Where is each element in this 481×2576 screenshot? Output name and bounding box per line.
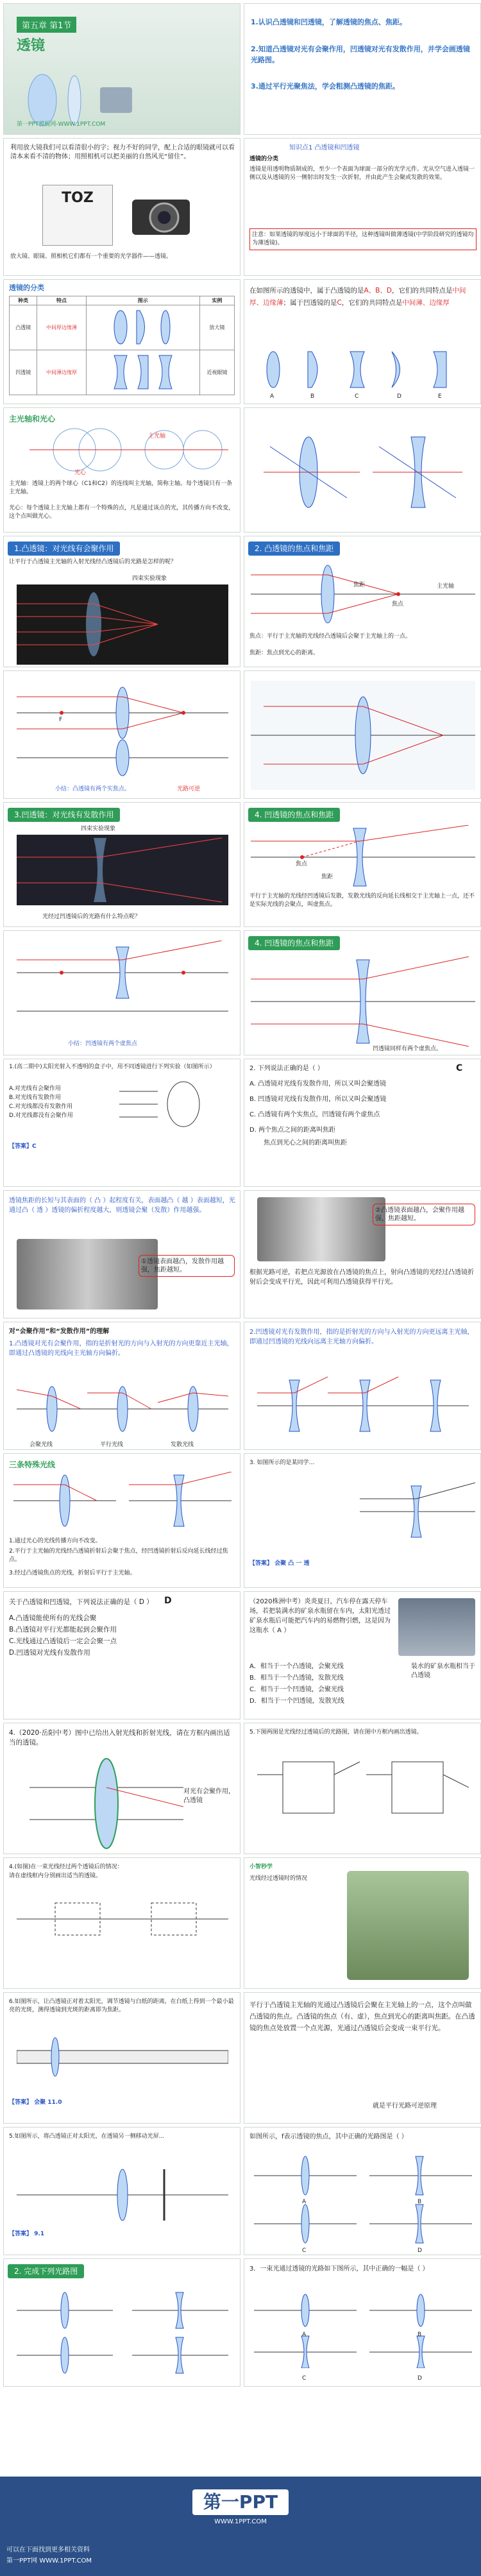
- ex1-option-c: C.对光线都没有发散作用: [9, 1104, 73, 1110]
- ex10-slide: [244, 1992, 481, 2124]
- s10-label-2: 平行光线: [100, 1442, 124, 1448]
- ex13-slide: [3, 2258, 240, 2387]
- ex14-label-d: D: [418, 2375, 422, 2382]
- ex2-option-b: B. 凹透镜对光线有发散作用，所以又叫会聚透镜: [249, 1096, 387, 1103]
- q1-label-b: B: [310, 393, 315, 400]
- classify-figure-convex: [86, 305, 199, 350]
- ex8-title: 小智秒学: [249, 1864, 273, 1870]
- classify-slide: [3, 279, 240, 404]
- classify-figure-concave: [86, 350, 199, 395]
- s2-axis-label: 主光轴: [437, 583, 455, 590]
- ex1-slide: [3, 1059, 240, 1187]
- ex5-option-a: A．相当于一个凸透镜，会聚光线: [249, 1663, 344, 1670]
- s9-text: 根据光路可逆，若把点光源放在凸透镜的焦点上，射向凸透镜的光经过凸透镜折射后会变成平行光，因此可利用凸透镜获得平行光。: [249, 1269, 474, 1286]
- ex5-car-photo: [398, 1598, 475, 1656]
- ex2-mark: C: [456, 1063, 463, 1073]
- convex-lens-shapes: [105, 308, 181, 346]
- s5-focal-label: 焦距: [321, 874, 333, 880]
- ex5-option-c: C．相当于一个凹透镜，会聚光线: [249, 1686, 344, 1693]
- ex1-box-diagram: [119, 1079, 235, 1130]
- eye-chart-logo: TOZ: [62, 190, 94, 206]
- goal-2: 2.知道凸透镜对光有会聚作用，凹透镜对光有发散作用，并学会画透镜光路图。: [251, 45, 470, 64]
- intro-caption: 放大镜、眼镜、照相机它们都有一个重要的光学器件——透镜。: [10, 253, 173, 260]
- ex2-slide: [244, 1059, 481, 1187]
- s7-slide: [244, 930, 481, 1055]
- s3b-ray-diagram: [251, 681, 475, 790]
- ex8-boxes: [17, 1890, 228, 1980]
- ex14-slide: [244, 2258, 481, 2387]
- ex13-title: 2. 完成下列光路图: [8, 2264, 84, 2278]
- ex9-answer: 【答案】 会聚 11.0: [9, 2099, 62, 2106]
- s1-question: 让平行于凸透镜主光轴的入射光线经凸透镜后的光路是怎样的呢？: [9, 559, 177, 565]
- s7-text: 凹透镜同样有两个虚焦点。: [373, 1046, 443, 1052]
- ex5-option-b: B．相当于一个凸透镜，发散光线: [249, 1675, 344, 1682]
- ex7-question: 5.下图两图是光线经过透镜后的光路图，请在图中方框内画出透镜。: [249, 1729, 423, 1736]
- s10-convergence-diagrams: [17, 1380, 228, 1438]
- ex6-slide: [3, 1723, 240, 1854]
- q1-label-e: E: [438, 393, 442, 400]
- q1-label-c: C: [355, 393, 359, 400]
- s9-lens-photo: [257, 1197, 385, 1261]
- ex11-slide: [3, 2127, 240, 2255]
- ex13-diagrams: [17, 2288, 228, 2378]
- s8-text: 透镜焦距的长短与其表面的（ 凸 ）起程度有关，表面越凸（ 越 ）表面越短，光通过凸（ 透 ）透镜的偏折程度越大，则透镜会聚（发散）作用越强。: [9, 1197, 235, 1214]
- s2-note1: 焦点：平行于主光轴的光线经凸透镜后会聚于主光轴上的一点。: [249, 633, 412, 640]
- q1-answer2: 中间厚、边缘薄: [249, 287, 466, 307]
- s10-label-3: 发散光线: [171, 1442, 194, 1448]
- classify-example-convex: 放大镜: [199, 305, 234, 350]
- ex6-question: 4.（2020·岳阳中考）图中已给出入射光线和折射光线，请在方框内画出适当的透镜。: [9, 1729, 230, 1746]
- ex3-answer: 【答案】 会聚 凸 一 透: [249, 1560, 310, 1567]
- knowledge-heading: 知识点1 凸透镜和凹透镜: [289, 144, 360, 151]
- s2-focal-label: 焦距: [353, 582, 366, 588]
- s2-focus-label: 焦点: [392, 601, 404, 608]
- cover-slide: [3, 3, 240, 135]
- q1-answer1: A、B、D: [364, 287, 392, 294]
- knowledge-label: 透镜的分类: [249, 156, 279, 162]
- s4-slide: [3, 802, 240, 927]
- s2-note2: 焦距：焦点到光心的距离。: [249, 650, 319, 656]
- ex11-answer: 【答案】 9.1: [9, 2231, 45, 2237]
- s10-slide: [3, 1322, 240, 1450]
- ex5-question: （2020株洲中考）炎炎夏日，汽车停在露天停车场，若把装满水的矿泉水瓶留在车内，太阳光透过矿泉水瓶后可能把汽车内的易燃物引燃，这是因为这瓶水（ A ）: [249, 1598, 391, 1634]
- camera-icon: [126, 190, 222, 241]
- ex7-lens-boxes: [257, 1749, 469, 1845]
- knowledge-text: 透镜是用透明物质制成的，至少一个表面为球面一部分的光学元件。光从空气进入透镜一侧以及从透镜的另一侧射出时发生一次折射，并由此产生会聚或发散的效果。: [249, 166, 475, 181]
- s3-focus-letter: F: [59, 717, 63, 723]
- cover-title: 透镜: [17, 38, 46, 54]
- s10-text: 1.凸透镜对光有会聚作用，指的是折射光的方向与入射光的方向更靠近主光轴，即通过凸透镜的光线向主光轴方向偏折。: [9, 1340, 233, 1357]
- classify-kind-convex: 凸透镜: [10, 305, 37, 350]
- s3b-slide: [244, 670, 481, 799]
- ex5-note: 装水的矿泉水瓶相当于凸透镜: [411, 1663, 475, 1679]
- classify-header-figure: 图示: [86, 296, 199, 305]
- ex9-ruler: [17, 2031, 228, 2083]
- s1-slide: [3, 536, 240, 667]
- ex3-diagram: [360, 1480, 475, 1544]
- ex12-label-a: A: [302, 2199, 307, 2205]
- s7-ray-diagram: [251, 953, 475, 1050]
- ex14-label-b: B: [418, 2332, 422, 2338]
- ex12-question: 如图所示，f表示透镜的焦点，其中正确的光路图是（ ）: [249, 2133, 408, 2140]
- ex6-lens-diagram: [30, 1755, 183, 1852]
- cover-brand: 第一PPT模板网-WWW.1PPT.COM: [17, 121, 106, 128]
- classify-example-concave: 近视眼镜: [199, 350, 234, 395]
- ex3-question: 3. 如图所示的是某同学…: [249, 1460, 315, 1466]
- goal-1: 1.认识凸透镜和凹透镜，了解透镜的焦点、焦距。: [251, 18, 407, 26]
- s4-question: 光经过凹透镜后的光路有什么特点呢？: [42, 914, 141, 920]
- axis-label-center: 光心: [74, 470, 87, 476]
- s11-slide: [244, 1322, 481, 1450]
- s1-label: 四束实验现象: [132, 576, 167, 582]
- axis-text2: 光心：每个透镜上主光轴上都有一个特殊的点，凡是通过该点的光，其传播方向不改变，这个点叫做光心。: [9, 505, 235, 520]
- q1-part4: ，它们的共同特点是: [341, 299, 403, 307]
- ex8-question: 4.(如图)在一束光线经过两个透镜后的情况：: [9, 1864, 123, 1870]
- classify-header-kind: 种类: [10, 296, 37, 305]
- s10-question: 对“会聚作用”和“发散作用”的理解: [9, 1328, 110, 1335]
- ex4-option-b: B.凸透镜对平行光都能起到会聚作用: [9, 1626, 117, 1633]
- knowledge-note: 注意：如果透镜的厚度远小于球面的半径，这种透镜叫做薄透镜(中学阶段研究的透镜均为薄透镜)。: [249, 228, 477, 250]
- ex1-question: 1.(高二期中)太阳光射入不透明的盒子中，用不同透镜进行下列实验（如图所示）: [9, 1064, 215, 1070]
- q1-label-a: A: [270, 393, 274, 400]
- s7-title: 4. 凹透镜的焦点和焦距: [248, 936, 340, 950]
- goal-3: 3.通过平行光聚焦法，学会粗测凸透镜的焦距。: [251, 82, 400, 90]
- ex5-slide: [244, 1591, 481, 1719]
- knowledge-slide: [244, 138, 481, 276]
- classify-kind-concave: 凹透镜: [10, 350, 37, 395]
- s4-title: 3.凹透镜：对光线有发散作用: [8, 808, 120, 822]
- ex12-options: [254, 2150, 472, 2246]
- q1-part2: ，它们的共同特点是: [391, 287, 453, 294]
- s4-label: 四束实验现象: [81, 826, 116, 832]
- ex2-option-d: D. 两个焦点之间的距离叫焦距: [249, 1127, 336, 1134]
- s5-text: 平行于主光轴的光线经凹透镜后发散，发散光线的反向延长线相交于主光轴上一点，还不是实际光线的会聚点，叫虚焦点。: [249, 893, 475, 908]
- chapter-label: 第五章 第1节: [17, 17, 76, 33]
- s3-small: 光路可逆: [177, 786, 201, 792]
- intro-slide: [3, 138, 240, 276]
- s12-line-2: 2.平行于主光轴的光线经凸透镜折射后会聚于焦点，经凹透镜折射后反向延长线经过焦点。: [9, 1548, 228, 1563]
- ex1-option-d: D.对光线都没有会聚作用: [9, 1113, 73, 1119]
- q1-text: [249, 285, 477, 309]
- ex9-question: 6.如图所示，让凸透镜正对着太阳光，调节透镜与白纸的距离，在白纸上得到一个最小最亮的光斑，测得透镜到光斑的距离即为焦距。: [9, 1999, 234, 2013]
- s2-title: 2. 凸透镜的焦点和焦距: [248, 542, 340, 556]
- footer-url: WWW.1PPT.COM: [214, 2518, 267, 2525]
- ex8b-slide: [244, 1857, 481, 1989]
- q1-answer3: C: [337, 299, 342, 307]
- ex2-answer: 焦点到光心之间的距离叫焦距: [264, 1139, 347, 1147]
- axis-label-axis: 主光轴: [148, 433, 166, 439]
- q1-slide: [244, 279, 481, 404]
- ex5-option-d: D．相当于一个凹透镜，发散光线: [249, 1698, 344, 1705]
- ex12-label-d: D: [418, 2248, 422, 2254]
- ex12-label-b: B: [418, 2199, 422, 2205]
- ex9-slide: [3, 1992, 240, 2124]
- s8-lens-photo: [17, 1239, 158, 1309]
- s2-slide: [244, 536, 481, 667]
- s12-line-3: 3.经过凸透镜焦点的光线，折射后平行于主光轴。: [9, 1570, 136, 1576]
- s8-slide: [3, 1190, 240, 1318]
- ex8-photo: [347, 1871, 469, 1980]
- optical-center-diagram: [257, 421, 469, 524]
- q1-part1: 在如图所示的透镜中，属于凸透镜的是: [249, 287, 364, 294]
- s5-virtual-focus-diagram: [251, 825, 475, 889]
- s6-two-virtual-focus: [17, 941, 228, 1030]
- ex14-label-a: A: [302, 2332, 307, 2338]
- axis-diagram: [17, 427, 228, 472]
- ex10-answer: 就是平行光路可逆原理: [373, 2103, 437, 2110]
- footer-line1: 可以在下面找到更多相关资料: [6, 2546, 90, 2554]
- footer-line2[interactable]: 第一PPT网 WWW.1PPT.COM: [6, 2557, 92, 2564]
- concave-lens-shapes: [105, 353, 181, 391]
- ex3-slide: [244, 1453, 481, 1588]
- ex4-slide: [3, 1591, 240, 1719]
- q1-lens-figures: [254, 350, 472, 395]
- ex4-question: 关于凸透镜和凹透镜，下列说法正确的是（ D ）: [9, 1598, 153, 1606]
- ex1-option-b: B.对光线有发散作用: [9, 1095, 62, 1101]
- ex7-slide: [244, 1723, 481, 1854]
- classify-header-example: 实例: [199, 296, 234, 305]
- s10-label-1: 会聚光线: [30, 1442, 53, 1448]
- classify-header-feature: 特点: [37, 296, 87, 305]
- ex10-text: 平行于凸透镜主光轴的光通过凸透镜后会聚在主光轴上的一点，这个点叫做凸透镜的焦点。凸透镜的焦点（有、虚），焦点到光心的距离叫焦距。在凸透镜的焦点处放置一个点光源，光通过凸透镜后会变成一束平行光。: [249, 2001, 475, 2032]
- goals-slide: [244, 3, 481, 135]
- ex14-label-c: C: [302, 2375, 307, 2382]
- s1-title: 1.凸透镜：对光线有会聚作用: [8, 542, 120, 556]
- axis-text1: 主光轴：透镜上的两个球心（C1和C2）的连线叫主光轴，简称主轴。每个透镜只有一条主光轴。: [9, 481, 233, 495]
- ex12-slide: [244, 2127, 481, 2255]
- q1-answer4: 中间薄、边缘厚: [402, 299, 450, 307]
- s6-caption: 小结：凹透镜有两个虚焦点: [68, 1041, 138, 1047]
- s2-focus-diagram: [251, 562, 475, 626]
- s3-caption: 小结：凸透镜有两个实焦点。: [55, 786, 131, 792]
- ex4-answer: D: [164, 1596, 172, 1606]
- s3-two-focus-diagram: [17, 681, 228, 777]
- s1-convergence-photo: [17, 584, 228, 665]
- axis-title: 主光轴和光心: [9, 414, 56, 423]
- s11-divergence-diagrams: [257, 1374, 469, 1438]
- ex8-subtitle: 光线经过透镜时的情况: [249, 1875, 308, 1882]
- s4-divergence-photo: [17, 835, 228, 905]
- ex4-option-a: A.凸透镜能使所有的光线会聚: [9, 1614, 97, 1622]
- ex6-note: 对光有会聚作用，凸透镜: [183, 1788, 235, 1804]
- s12-special-rays: [13, 1472, 232, 1533]
- ex2-question: 2. 下列说法正确的是（ ）: [249, 1065, 324, 1072]
- ex2-option-c: C. 凸透镜有两个实焦点，凹透镜有两个虚焦点: [249, 1111, 380, 1118]
- s3-slide: [3, 670, 240, 799]
- s6-slide: [3, 930, 240, 1055]
- ex8-text: 请在虚线框内分别画出适当的透镜。: [9, 1873, 102, 1879]
- s11-text: 2.凹透镜对光有发散作用，指的是折射光的方向与入射光的方向更远离主光轴，即通过凹透镜的光线向远离主光轴方向偏折。: [249, 1329, 474, 1345]
- classify-feature-concave: 中间薄边缘厚: [37, 350, 87, 395]
- s5-title: 4. 凹透镜的焦点和焦距: [248, 808, 340, 822]
- classify-feature-convex: 中间厚边缘薄: [37, 305, 87, 350]
- s12-title: 三条特殊光线: [9, 1460, 56, 1469]
- s12-slide: [3, 1453, 240, 1588]
- s5-slide: [244, 802, 481, 927]
- ex12-label-c: C: [302, 2248, 307, 2254]
- s12-line-1: 1.通过光心的光线传播方向不改变。: [9, 1538, 101, 1544]
- axis-slide: [3, 407, 240, 533]
- ex1-answer: 【答案】C: [9, 1143, 37, 1150]
- axis-center-slide: [244, 407, 481, 533]
- s5-focus-label: 焦点: [296, 861, 308, 867]
- ex4-option-c: C.光线通过凸透镜后一定会会聚一点: [9, 1637, 117, 1645]
- ex11-diagram: [17, 2166, 228, 2224]
- ex4-option-d: D.凹透镜对光线有发散作用: [9, 1649, 90, 1657]
- ex14-options: [254, 2291, 472, 2368]
- s9-slide: [244, 1190, 481, 1318]
- s8-note: ①透镜表面越凸，发散作用越强，焦距越短。: [139, 1255, 235, 1277]
- ex14-question: 3．一束光通过透镜的光路如下图所示，其中正确的一幅是（ ）: [249, 2265, 429, 2273]
- classify-title: 透镜的分类: [9, 284, 44, 292]
- intro-text: 利用放大镜我们可以看清很小的字；视力不好的同学，配上合适的眼镜就可以看清本来看不清的物体；用照相机可以把美丽的自然风光“留住”。: [10, 144, 235, 160]
- ex1-option-a: A.对光线有会聚作用: [9, 1086, 61, 1092]
- q1-label-d: D: [397, 393, 401, 400]
- ex2-option-a: A. 凸透镜对光线有发散作用，所以又叫会聚透镜: [249, 1080, 387, 1088]
- eye-chart: [42, 185, 113, 246]
- q1-part3: ；属于凹透镜的是: [283, 299, 337, 307]
- classify-table: [9, 296, 235, 395]
- ex11-question: 5.如图所示，将凸透镜正对太阳光，在透镜另一侧移动光屏...: [9, 2133, 165, 2140]
- footer-logo: 第一PPT: [192, 2489, 289, 2515]
- s9-note: ②凸透镜表面越凸，会聚作用越强，焦距越短。: [373, 1204, 475, 1225]
- ex8-slide: [3, 1857, 240, 1989]
